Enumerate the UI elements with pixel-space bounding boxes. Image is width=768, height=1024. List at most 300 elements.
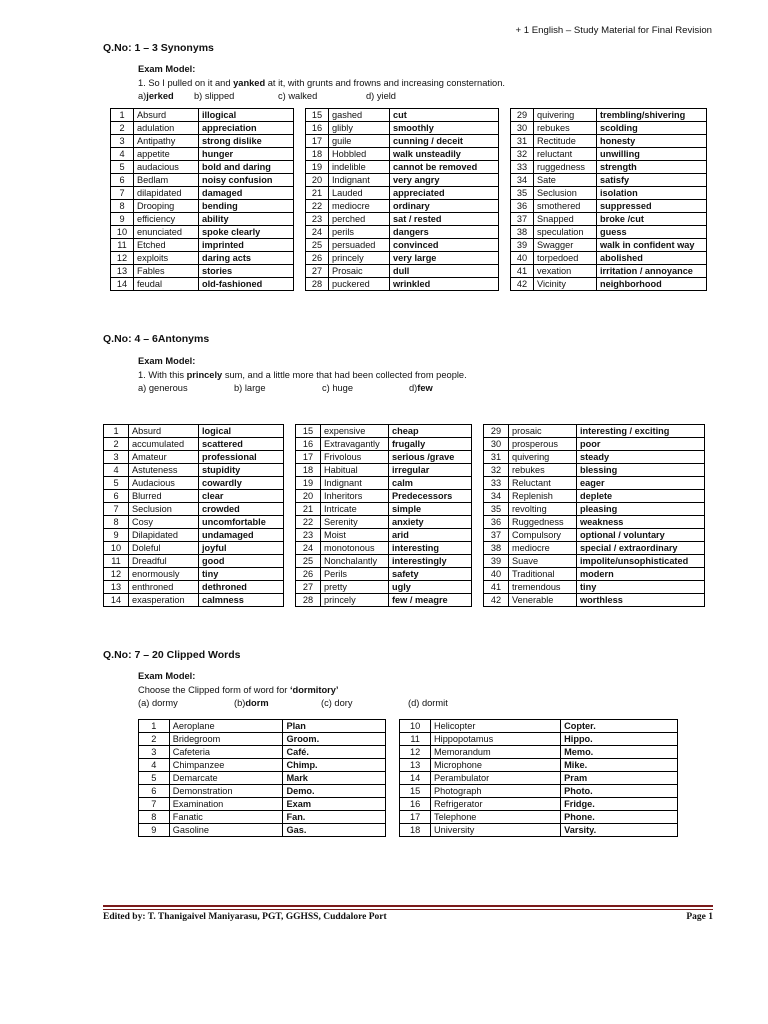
column-spacer: [472, 594, 484, 607]
word-cell: enormously: [129, 568, 199, 581]
entry-number-cell: 5: [111, 161, 134, 174]
word-cell: Extravagantly: [321, 438, 389, 451]
column-spacer: [472, 425, 484, 438]
entry-number-cell: 39: [511, 239, 534, 252]
answer-cell: old-fashioned: [199, 278, 294, 291]
entry-number-cell: 13: [111, 265, 134, 278]
word-cell: Chimpanzee: [169, 759, 283, 772]
section-title-synonyms: Q.No: 1 – 3 Synonyms: [103, 42, 214, 54]
entry-number-cell: 8: [111, 200, 134, 213]
table-row: [104, 477, 705, 490]
answer-cell: smoothly: [390, 122, 499, 135]
exam-model-clipped: [138, 670, 448, 711]
entry-number-cell: 31: [484, 451, 509, 464]
word-cell: princely: [321, 594, 389, 607]
option-d: d) yield: [366, 91, 396, 101]
answer-cell: arid: [389, 529, 472, 542]
column-spacer: [284, 477, 296, 490]
answer-cell: hunger: [199, 148, 294, 161]
word-cell: Ruggedness: [509, 516, 577, 529]
answer-cell: ability: [199, 213, 294, 226]
column-spacer: [294, 122, 306, 135]
entry-number-cell: 31: [511, 135, 534, 148]
table-row: [104, 542, 705, 555]
column-spacer: [472, 438, 484, 451]
word-cell: Traditional: [509, 568, 577, 581]
entry-number-cell: 41: [484, 581, 509, 594]
entry-number-cell: 16: [306, 122, 329, 135]
option-c: (c) dory: [321, 698, 353, 708]
column-spacer: [499, 213, 511, 226]
entry-number-cell: 28: [296, 594, 321, 607]
answer-cell: cut: [390, 109, 499, 122]
word-cell: Perils: [321, 568, 389, 581]
entry-number-cell: 2: [139, 733, 170, 746]
word-cell: University: [431, 824, 561, 837]
word-cell: tremendous: [509, 581, 577, 594]
word-cell: Examination: [169, 798, 283, 811]
word-cell: perils: [329, 226, 390, 239]
word-cell: Drooping: [134, 200, 199, 213]
word-cell: Intricate: [321, 503, 389, 516]
option-d: (d) dormit: [408, 698, 448, 708]
table-row: [139, 772, 678, 785]
entry-number-cell: 36: [484, 516, 509, 529]
answer-cell: damaged: [199, 187, 294, 200]
entry-number-cell: 7: [104, 503, 129, 516]
word-cell: mediocre: [329, 200, 390, 213]
entry-number-cell: 28: [306, 278, 329, 291]
column-spacer: [499, 161, 511, 174]
entry-number-cell: 34: [511, 174, 534, 187]
column-spacer: [385, 798, 399, 811]
answer-cell: spoke clearly: [199, 226, 294, 239]
entry-number-cell: 3: [111, 135, 134, 148]
answer-cell: serious /grave: [389, 451, 472, 464]
column-spacer: [294, 239, 306, 252]
entry-number-cell: 22: [296, 516, 321, 529]
table-row: [104, 529, 705, 542]
word-cell: Dilapidated: [129, 529, 199, 542]
answer-cell: joyful: [199, 542, 284, 555]
word-cell: Snapped: [534, 213, 597, 226]
column-spacer: [385, 759, 399, 772]
word-cell: appetite: [134, 148, 199, 161]
word-cell: audacious: [134, 161, 199, 174]
answer-cell: Pram: [561, 772, 678, 785]
entry-number-cell: 6: [104, 490, 129, 503]
entry-number-cell: 39: [484, 555, 509, 568]
column-spacer: [385, 824, 399, 837]
word-cell: accumulated: [129, 438, 199, 451]
word-cell: Sate: [534, 174, 597, 187]
entry-number-cell: 4: [139, 759, 170, 772]
answer-cell: sat / rested: [390, 213, 499, 226]
word-cell: Inheritors: [321, 490, 389, 503]
answer-cell: uncomfortable: [199, 516, 284, 529]
column-spacer: [499, 265, 511, 278]
table-row: [104, 568, 705, 581]
answer-cell: cheap: [389, 425, 472, 438]
answer-cell: impolite/unsophisticated: [577, 555, 705, 568]
entry-number-cell: 11: [400, 733, 431, 746]
answer-cell: imprinted: [199, 239, 294, 252]
answer-cell: poor: [577, 438, 705, 451]
table-row: [104, 503, 705, 516]
entry-number-cell: 24: [296, 542, 321, 555]
column-spacer: [284, 425, 296, 438]
answer-cell: daring acts: [199, 252, 294, 265]
page-footer: [103, 912, 713, 922]
answer-cell: irritation / annoyance: [597, 265, 707, 278]
answer-cell: Mark: [283, 772, 385, 785]
entry-number-cell: 18: [296, 464, 321, 477]
answer-cell: professional: [199, 451, 284, 464]
answer-cell: walk in confident way: [597, 239, 707, 252]
word-cell: persuaded: [329, 239, 390, 252]
answer-cell: Hippo.: [561, 733, 678, 746]
word-cell: revolting: [509, 503, 577, 516]
word-cell: expensive: [321, 425, 389, 438]
column-spacer: [294, 187, 306, 200]
column-spacer: [499, 122, 511, 135]
column-spacer: [284, 451, 296, 464]
table-row: [111, 187, 707, 200]
entry-number-cell: 24: [306, 226, 329, 239]
word-cell: Perambulator: [431, 772, 561, 785]
word-cell: torpedoed: [534, 252, 597, 265]
word-cell: Helicopter: [431, 720, 561, 733]
word-cell: dilapidated: [134, 187, 199, 200]
entry-number-cell: 14: [400, 772, 431, 785]
exam-model-label: Exam Model:: [138, 671, 196, 681]
column-spacer: [472, 555, 484, 568]
entry-number-cell: 35: [484, 503, 509, 516]
word-cell: Compulsory: [509, 529, 577, 542]
word-cell: Absurd: [129, 425, 199, 438]
column-spacer: [284, 581, 296, 594]
word-cell: Seclusion: [534, 187, 597, 200]
entry-number-cell: 16: [400, 798, 431, 811]
word-cell: Lauded: [329, 187, 390, 200]
column-spacer: [294, 161, 306, 174]
exam-model-synonyms: [138, 63, 505, 104]
word-cell: enunciated: [134, 226, 199, 239]
answer-cell: Café.: [283, 746, 385, 759]
answer-cell: ordinary: [390, 200, 499, 213]
table-row: [139, 824, 678, 837]
table-row: [111, 252, 707, 265]
answer-cell: irregular: [389, 464, 472, 477]
entry-number-cell: 10: [104, 542, 129, 555]
column-spacer: [284, 516, 296, 529]
answer-cell: Plan: [283, 720, 385, 733]
entry-number-cell: 20: [296, 490, 321, 503]
option-d: d)few: [409, 383, 433, 393]
word-cell: ruggedness: [534, 161, 597, 174]
entry-number-cell: 20: [306, 174, 329, 187]
answer-cell: anxiety: [389, 516, 472, 529]
answer-cell: modern: [577, 568, 705, 581]
answer-cell: appreciated: [390, 187, 499, 200]
table-row: [139, 733, 678, 746]
word-cell: Indignant: [321, 477, 389, 490]
answer-cell: illogical: [199, 109, 294, 122]
entry-number-cell: 25: [296, 555, 321, 568]
answer-cell: trembling/shivering: [597, 109, 707, 122]
table-row: [139, 798, 678, 811]
column-spacer: [294, 109, 306, 122]
column-spacer: [472, 568, 484, 581]
word-cell: Habitual: [321, 464, 389, 477]
word-cell: Microphone: [431, 759, 561, 772]
table-row: [111, 239, 707, 252]
entry-number-cell: 14: [111, 278, 134, 291]
table-row: [104, 516, 705, 529]
word-cell: quivering: [509, 451, 577, 464]
word-cell: Reluctant: [509, 477, 577, 490]
entry-number-cell: 1: [139, 720, 170, 733]
entry-number-cell: 36: [511, 200, 534, 213]
answer-cell: safety: [389, 568, 472, 581]
exam-model-label: Exam Model:: [138, 356, 196, 366]
entry-number-cell: 37: [511, 213, 534, 226]
column-spacer: [294, 200, 306, 213]
word-cell: gashed: [329, 109, 390, 122]
entry-number-cell: 33: [511, 161, 534, 174]
answer-cell: logical: [199, 425, 284, 438]
column-spacer: [499, 200, 511, 213]
answer-cell: worthless: [577, 594, 705, 607]
word-cell: Amateur: [129, 451, 199, 464]
answer-cell: cowardly: [199, 477, 284, 490]
entry-number-cell: 10: [400, 720, 431, 733]
column-spacer: [499, 278, 511, 291]
column-spacer: [385, 811, 399, 824]
word-cell: Frivolous: [321, 451, 389, 464]
exam-options: [138, 90, 505, 104]
answer-cell: pleasing: [577, 503, 705, 516]
answer-cell: Exam: [283, 798, 385, 811]
word-cell: prosaic: [509, 425, 577, 438]
entry-number-cell: 16: [296, 438, 321, 451]
answer-cell: scolding: [597, 122, 707, 135]
column-spacer: [499, 226, 511, 239]
answer-cell: bold and daring: [199, 161, 294, 174]
answer-cell: eager: [577, 477, 705, 490]
word-cell: enthroned: [129, 581, 199, 594]
entry-number-cell: 27: [306, 265, 329, 278]
answer-cell: honesty: [597, 135, 707, 148]
entry-number-cell: 38: [484, 542, 509, 555]
footer-rule: [103, 905, 713, 907]
exam-model-antonyms: [138, 355, 467, 396]
word-cell: Refrigerator: [431, 798, 561, 811]
answer-cell: Photo.: [561, 785, 678, 798]
word-cell: Venerable: [509, 594, 577, 607]
word-cell: Prosaic: [329, 265, 390, 278]
table-row: [139, 746, 678, 759]
column-spacer: [294, 278, 306, 291]
entry-number-cell: 21: [296, 503, 321, 516]
word-cell: Demonstration: [169, 785, 283, 798]
answer-cell: crowded: [199, 503, 284, 516]
answer-cell: Phone.: [561, 811, 678, 824]
exam-question: Choose the Clipped form of word for ‘dormitory’: [138, 684, 339, 695]
answer-cell: Mike.: [561, 759, 678, 772]
answer-cell: Fan.: [283, 811, 385, 824]
answer-cell: ugly: [389, 581, 472, 594]
table-row: [104, 555, 705, 568]
entry-number-cell: 40: [511, 252, 534, 265]
word-cell: adulation: [134, 122, 199, 135]
entry-number-cell: 1: [111, 109, 134, 122]
table-row: [111, 213, 707, 226]
word-cell: pretty: [321, 581, 389, 594]
option-c: c) walked: [278, 91, 318, 101]
word-cell: puckered: [329, 278, 390, 291]
table-row: [139, 759, 678, 772]
column-spacer: [385, 733, 399, 746]
entry-number-cell: 34: [484, 490, 509, 503]
column-spacer: [294, 265, 306, 278]
entry-number-cell: 15: [306, 109, 329, 122]
word-cell: Aeroplane: [169, 720, 283, 733]
entry-number-cell: 41: [511, 265, 534, 278]
answer-cell: Memo.: [561, 746, 678, 759]
answer-cell: interesting: [389, 542, 472, 555]
answer-cell: Fridge.: [561, 798, 678, 811]
entry-number-cell: 27: [296, 581, 321, 594]
column-spacer: [294, 226, 306, 239]
table-row: [104, 594, 705, 607]
entry-number-cell: 17: [296, 451, 321, 464]
word-cell: rebukes: [534, 122, 597, 135]
entry-number-cell: 4: [111, 148, 134, 161]
entry-number-cell: 1: [104, 425, 129, 438]
section-title-antonyms: Q.No: 4 – 6Antonyms: [103, 333, 210, 345]
word-cell: Serenity: [321, 516, 389, 529]
column-spacer: [294, 213, 306, 226]
table-row: [104, 490, 705, 503]
answer-cell: steady: [577, 451, 705, 464]
table-row: [111, 265, 707, 278]
answer-cell: scattered: [199, 438, 284, 451]
word-cell: Cosy: [129, 516, 199, 529]
entry-number-cell: 17: [400, 811, 431, 824]
column-spacer: [472, 542, 484, 555]
column-spacer: [472, 529, 484, 542]
synonyms-table: [110, 108, 707, 291]
word-cell: Memorandum: [431, 746, 561, 759]
option-b: b) slipped: [194, 91, 235, 101]
entry-number-cell: 18: [306, 148, 329, 161]
word-cell: exasperation: [129, 594, 199, 607]
option-a: a) generous: [138, 383, 188, 393]
word-cell: princely: [329, 252, 390, 265]
word-cell: glibly: [329, 122, 390, 135]
entry-number-cell: 35: [511, 187, 534, 200]
exam-question: 1. With this princely sum, and a little more that had been collected from people.: [138, 369, 467, 380]
entry-number-cell: 32: [484, 464, 509, 477]
entry-number-cell: 21: [306, 187, 329, 200]
word-cell: Astuteness: [129, 464, 199, 477]
answer-cell: Groom.: [283, 733, 385, 746]
entry-number-cell: 9: [111, 213, 134, 226]
column-spacer: [499, 187, 511, 200]
answer-cell: cannot be removed: [390, 161, 499, 174]
column-spacer: [385, 785, 399, 798]
table-row: [111, 135, 707, 148]
word-cell: Bedlam: [134, 174, 199, 187]
answer-cell: satisfy: [597, 174, 707, 187]
answer-cell: Copter.: [561, 720, 678, 733]
answer-cell: neighborhood: [597, 278, 707, 291]
answer-cell: calmness: [199, 594, 284, 607]
answer-cell: wrinkled: [390, 278, 499, 291]
entry-number-cell: 12: [400, 746, 431, 759]
word-cell: Seclusion: [129, 503, 199, 516]
entry-number-cell: 5: [139, 772, 170, 785]
answer-cell: appreciation: [199, 122, 294, 135]
entry-number-cell: 11: [104, 555, 129, 568]
column-spacer: [284, 555, 296, 568]
table-row: [139, 785, 678, 798]
entry-number-cell: 30: [484, 438, 509, 451]
exam-options: [138, 382, 467, 396]
entry-number-cell: 3: [139, 746, 170, 759]
entry-number-cell: 11: [111, 239, 134, 252]
column-spacer: [499, 109, 511, 122]
answer-cell: isolation: [597, 187, 707, 200]
answer-cell: Varsity.: [561, 824, 678, 837]
document-header: + 1 English – Study Material for Final Revision: [515, 25, 712, 36]
column-spacer: [284, 490, 296, 503]
answer-cell: calm: [389, 477, 472, 490]
column-spacer: [294, 135, 306, 148]
word-cell: Vicinity: [534, 278, 597, 291]
entry-number-cell: 33: [484, 477, 509, 490]
column-spacer: [499, 252, 511, 265]
word-cell: Bridegroom: [169, 733, 283, 746]
table-row: [111, 109, 707, 122]
entry-number-cell: 25: [306, 239, 329, 252]
entry-number-cell: 17: [306, 135, 329, 148]
answer-cell: optional / voluntary: [577, 529, 705, 542]
answer-cell: stories: [199, 265, 294, 278]
entry-number-cell: 12: [111, 252, 134, 265]
word-cell: feudal: [134, 278, 199, 291]
entry-number-cell: 32: [511, 148, 534, 161]
word-cell: Rectitude: [534, 135, 597, 148]
word-cell: Hippopotamus: [431, 733, 561, 746]
entry-number-cell: 23: [296, 529, 321, 542]
answer-cell: tiny: [577, 581, 705, 594]
word-cell: indelible: [329, 161, 390, 174]
entry-number-cell: 37: [484, 529, 509, 542]
option-a: a)jerked: [138, 91, 174, 101]
column-spacer: [385, 720, 399, 733]
column-spacer: [294, 252, 306, 265]
answer-cell: Predecessors: [389, 490, 472, 503]
column-spacer: [284, 529, 296, 542]
answer-cell: cunning / deceit: [390, 135, 499, 148]
exam-options: [138, 697, 448, 711]
entry-number-cell: 19: [306, 161, 329, 174]
column-spacer: [284, 542, 296, 555]
word-cell: Suave: [509, 555, 577, 568]
entry-number-cell: 10: [111, 226, 134, 239]
